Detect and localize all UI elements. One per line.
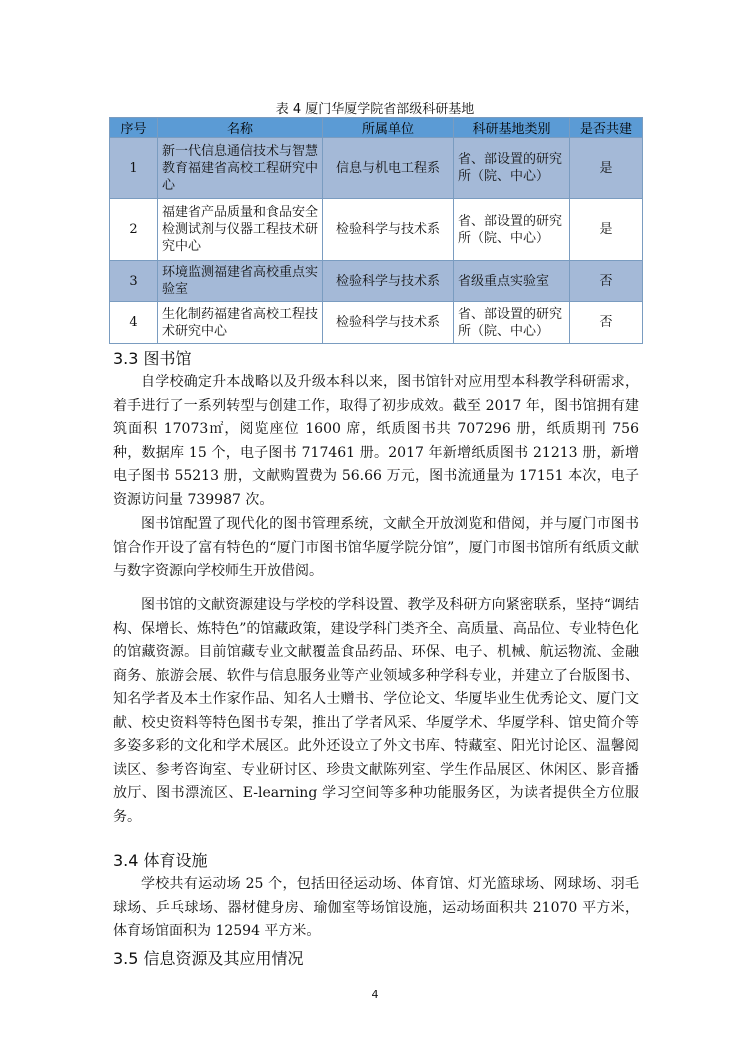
table-row bbox=[110, 138, 643, 199]
table-row bbox=[110, 302, 643, 344]
table-row bbox=[110, 261, 643, 302]
cell-category: 省、部设置的研究所（院、中心） bbox=[454, 302, 570, 344]
cell-shared: 是 bbox=[570, 138, 643, 199]
cell-category: 省、部设置的研究所（院、中心） bbox=[454, 199, 570, 261]
section-heading-library: 3.3 图书馆 bbox=[113, 349, 192, 368]
section-heading-sports: 3.4 体育设施 bbox=[113, 851, 208, 870]
table-header-row bbox=[110, 118, 643, 138]
cell-unit: 检验科学与技术系 bbox=[323, 199, 454, 261]
cell-no: 3 bbox=[110, 261, 158, 302]
cell-no: 1 bbox=[110, 138, 158, 199]
cell-name: 新一代信息通信技术与智慧教育福建省高校工程研究中心 bbox=[158, 138, 323, 199]
table-row bbox=[110, 199, 643, 261]
cell-no: 2 bbox=[110, 199, 158, 261]
cell-unit: 信息与机电工程系 bbox=[323, 138, 454, 199]
library-paragraph-1: 自学校确定升本战略以及升级本科以来，图书馆针对应用型本科教学科研需求，着手进行了一系列转型与创建工作，取得了初步成效。截至 2017 年，图书馆拥有建筑面积 17073㎡，阅览座位 1600 席，纸质图书共 707296 册，纸质期刊 756 种，数据库 15 个，电子图书 717461 册。2017 年新增纸质图书 21213 册，新增电子图书 55213 册，文献购置费为 56.66 万元，图书流通量为 17151 本次，电子资源访问量 739987 次。 bbox=[113, 374, 639, 508]
header-no: 序号 bbox=[110, 118, 158, 138]
table-caption: 表 4 厦门华厦学院省部级科研基地 bbox=[275, 102, 475, 117]
header-unit: 所属单位 bbox=[323, 118, 454, 138]
cell-name: 环境监测福建省高校重点实验室 bbox=[158, 261, 323, 302]
cell-no: 4 bbox=[110, 302, 158, 344]
cell-shared: 否 bbox=[570, 302, 643, 344]
cell-shared: 否 bbox=[570, 261, 643, 302]
cell-unit: 检验科学与技术系 bbox=[323, 302, 454, 344]
cell-shared: 是 bbox=[570, 199, 643, 261]
header-category: 科研基地类别 bbox=[454, 118, 570, 138]
section-heading-info: 3.5 信息资源及其应用情况 bbox=[113, 949, 304, 968]
cell-category: 省、部设置的研究所（院、中心） bbox=[454, 138, 570, 199]
cell-category: 省级重点实验室 bbox=[454, 261, 570, 302]
library-paragraph-2: 图书馆配置了现代化的图书管理系统，文献全开放浏览和借阅，并与厦门市图书馆合作开设了富有特色的“厦门市图书馆华厦学院分馆”，厦门市图书馆所有纸质文献与数字资源向学校师生开放借阅。 bbox=[113, 516, 639, 579]
cell-name: 生化制药福建省高校工程技术研究中心 bbox=[158, 302, 323, 344]
research-base-table bbox=[109, 117, 643, 344]
cell-name: 福建省产品质量和食品安全检测试剂与仪器工程技术研究中心 bbox=[158, 199, 323, 261]
cell-unit: 检验科学与技术系 bbox=[323, 261, 454, 302]
sports-paragraph-1: 学校共有运动场 25 个，包括田径运动场、体育馆、灯光篮球场、网球场、羽毛球场、乒乓球场、器材健身房、瑜伽室等场馆设施，运动场面积共 21070 平方米，体育场馆面积为 12594 平方米。 bbox=[113, 876, 639, 939]
page-number: 4 bbox=[371, 988, 379, 1001]
header-shared: 是否共建 bbox=[570, 118, 643, 138]
library-paragraph-3: 图书馆的文献资源建设与学校的学科设置、教学及科研方向紧密联系，坚持“调结构、保增长、炼特色”的馆藏政策，建设学科门类齐全、高质量、高品位、专业特色化的馆藏资源。目前馆藏专业文献覆盖食品药品、环保、电子、机械、航运物流、金融商务、旅游会展、软件与信息服务业等产业领域多种学科专业，并建立了台版图书、知名学者及本土作家作品、知名人士赠书、学位论文、华厦毕业生优秀论文、厦门文献、校史资料等特色图书专架，推出了学者风采、华厦学术、华厦学科、馆史简介等多姿多彩的文化和学术展区。此外还设立了外文书库、特藏室、阳光讨论区、温馨阅读区、参考咨询室、专业研讨区、珍贵文献陈列室、学生作品展区、休闲区、影音播放厅、图书漂流区、E-learning 学习空间等多种功能服务区，为读者提供全方位服务。 bbox=[113, 597, 639, 825]
header-name: 名称 bbox=[158, 118, 323, 138]
